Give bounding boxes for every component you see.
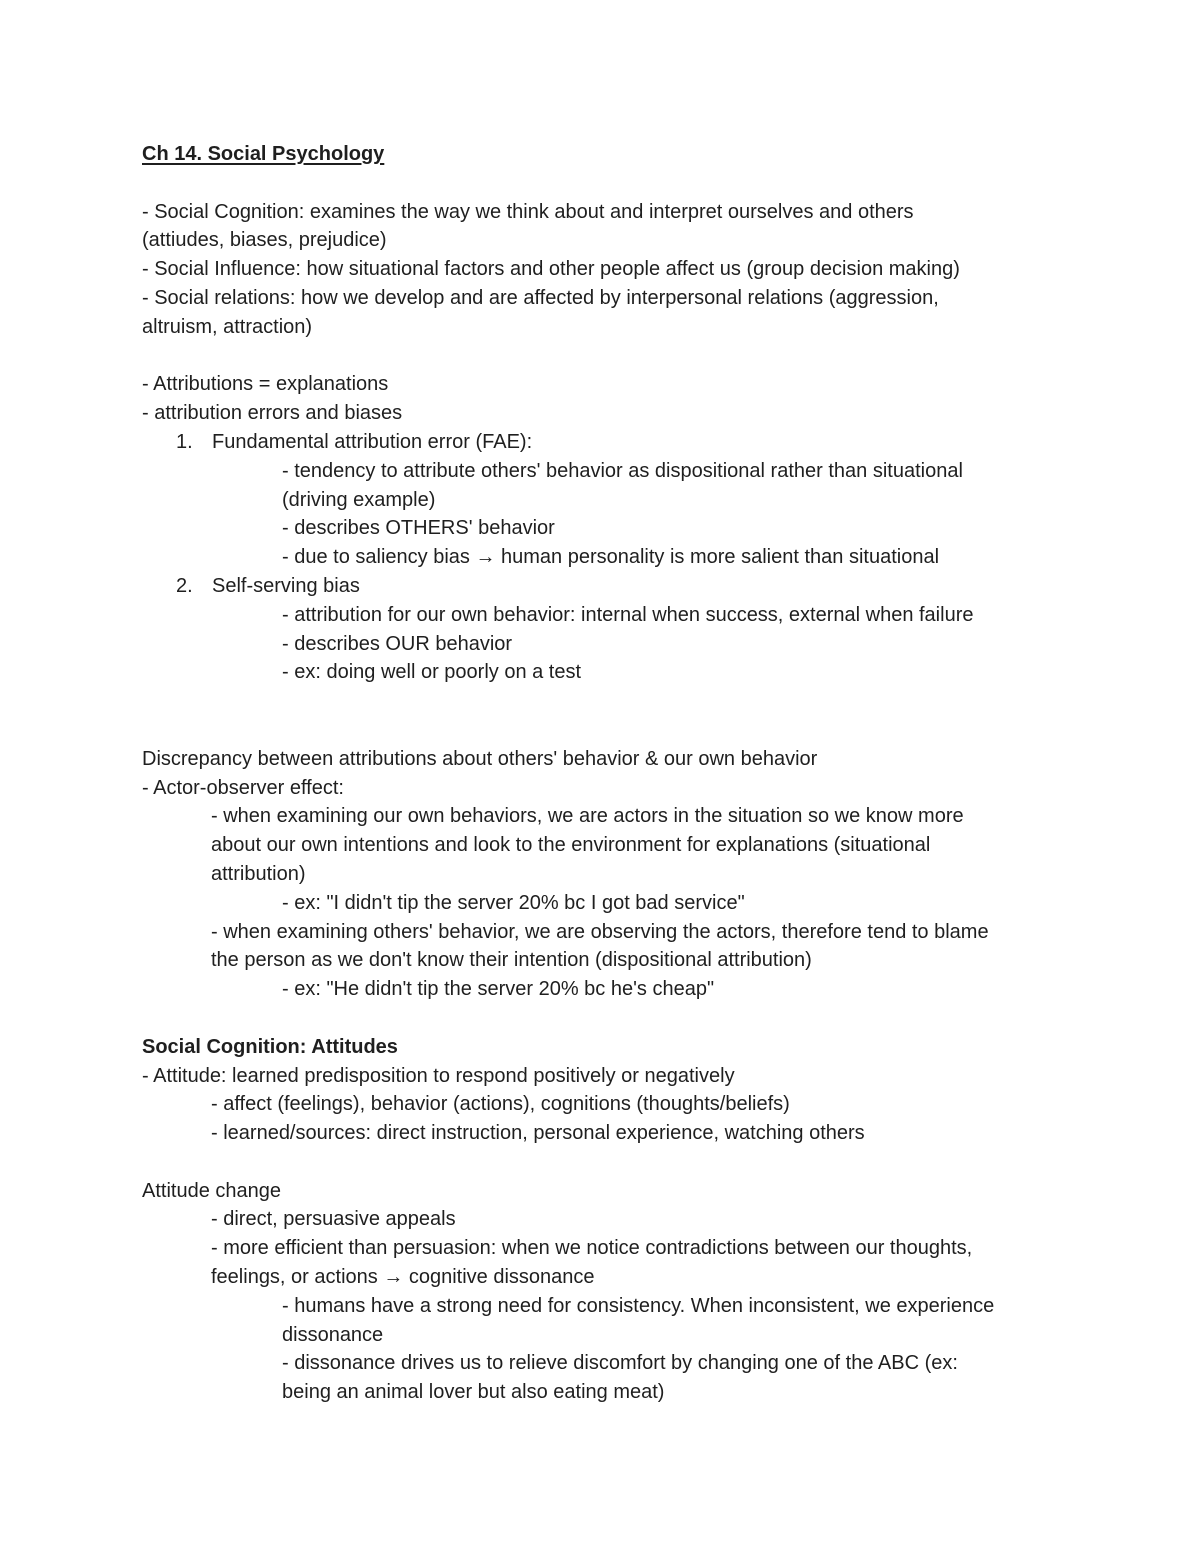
attitude-change-heading: Attitude change bbox=[142, 1179, 281, 1202]
attitude-change-subitem: - dissonance drives us to relieve discomfort by changing one of the ABC (ex: bbox=[282, 1352, 958, 1375]
fae-detail: (driving example) bbox=[282, 488, 436, 511]
attitude-change-item: feelings, or actions → cognitive dissonance bbox=[211, 1266, 595, 1289]
attitudes-section bbox=[142, 1033, 1072, 1148]
observer-line: the person as we don't know their intention (dispositional attribution) bbox=[211, 949, 812, 972]
actor-line: attribution) bbox=[211, 862, 306, 885]
intro-line: (attiudes, biases, prejudice) bbox=[142, 229, 387, 252]
spacer bbox=[142, 1004, 1072, 1033]
discrepancy-heading: Discrepancy between attributions about others' behavior & our own behavior bbox=[142, 747, 818, 770]
ssb-detail: - attribution for our own behavior: internal when success, external when failure bbox=[282, 603, 974, 626]
attitude-change-subitem: being an animal lover but also eating meat) bbox=[282, 1381, 665, 1404]
fae-detail: - tendency to attribute others' behavior as dispositional rather than situational bbox=[282, 459, 963, 482]
actor-observer-label: - Actor-observer effect: bbox=[142, 776, 344, 799]
observer-example: - ex: "He didn't tip the server 20% bc he's cheap" bbox=[282, 978, 715, 1001]
intro-line: - Social relations: how we develop and are affected by interpersonal relations (aggression, bbox=[142, 286, 939, 309]
spacer bbox=[142, 169, 1072, 198]
ssb-detail: - describes OUR behavior bbox=[282, 632, 513, 655]
discrepancy-section bbox=[142, 745, 1072, 1004]
intro-line: - Social Cognition: examines the way we think about and interpret ourselves and others bbox=[142, 200, 914, 223]
attitude-detail: - affect (feelings), behavior (actions), cognitions (thoughts/beliefs) bbox=[211, 1093, 790, 1116]
attitude-change-item: - direct, persuasive appeals bbox=[211, 1208, 456, 1231]
actor-line: - when examining our own behaviors, we are actors in the situation so we know more bbox=[211, 805, 964, 828]
spacer bbox=[142, 1148, 1072, 1177]
item-label: Fundamental attribution error (FAE): bbox=[212, 430, 533, 453]
attitude-detail: - learned/sources: direct instruction, personal experience, watching others bbox=[211, 1122, 865, 1145]
intro-line: - Social Influence: how situational factors and other people affect us (group decision making) bbox=[142, 258, 960, 281]
numbered-item-fae bbox=[142, 428, 1072, 457]
attitude-definition: - Attitude: learned predisposition to respond positively or negatively bbox=[142, 1064, 735, 1087]
spacer bbox=[142, 687, 1072, 745]
fae-detail: - describes OTHERS' behavior bbox=[282, 517, 555, 540]
attributions-line: - Attributions = explanations bbox=[142, 373, 389, 396]
actor-example: - ex: "I didn't tip the server 20% bc I got bad service" bbox=[282, 891, 745, 914]
numbered-item-self-serving-bias bbox=[142, 572, 1072, 601]
intro-section bbox=[142, 198, 1072, 342]
attributions-section bbox=[142, 370, 1072, 687]
document-page bbox=[142, 140, 1072, 1407]
fae-detail: - due to saliency bias → human personality is more salient than situational bbox=[282, 546, 940, 569]
page-title: Ch 14. Social Psychology bbox=[142, 143, 385, 165]
attributions-line: - attribution errors and biases bbox=[142, 402, 403, 425]
attitude-change-subitem: - humans have a strong need for consistency. When inconsistent, we experience bbox=[282, 1294, 995, 1317]
intro-line: altruism, attraction) bbox=[142, 315, 313, 338]
spacer bbox=[142, 342, 1072, 371]
actor-line: about our own intentions and look to the environment for explanations (situational bbox=[211, 834, 931, 857]
item-number: 2. bbox=[176, 574, 193, 597]
item-number: 1. bbox=[176, 430, 193, 453]
ssb-detail: - ex: doing well or poorly on a test bbox=[282, 661, 582, 684]
observer-line: - when examining others' behavior, we are observing the actors, therefore tend to blame bbox=[211, 920, 989, 943]
attitudes-heading: Social Cognition: Attitudes bbox=[142, 1035, 398, 1058]
item-label: Self-serving bias bbox=[212, 574, 360, 597]
attitude-change-section bbox=[142, 1177, 1072, 1407]
attitude-change-subitem: dissonance bbox=[282, 1323, 384, 1346]
attitude-change-item: - more efficient than persuasion: when we notice contradictions between our thoughts, bbox=[211, 1237, 973, 1260]
